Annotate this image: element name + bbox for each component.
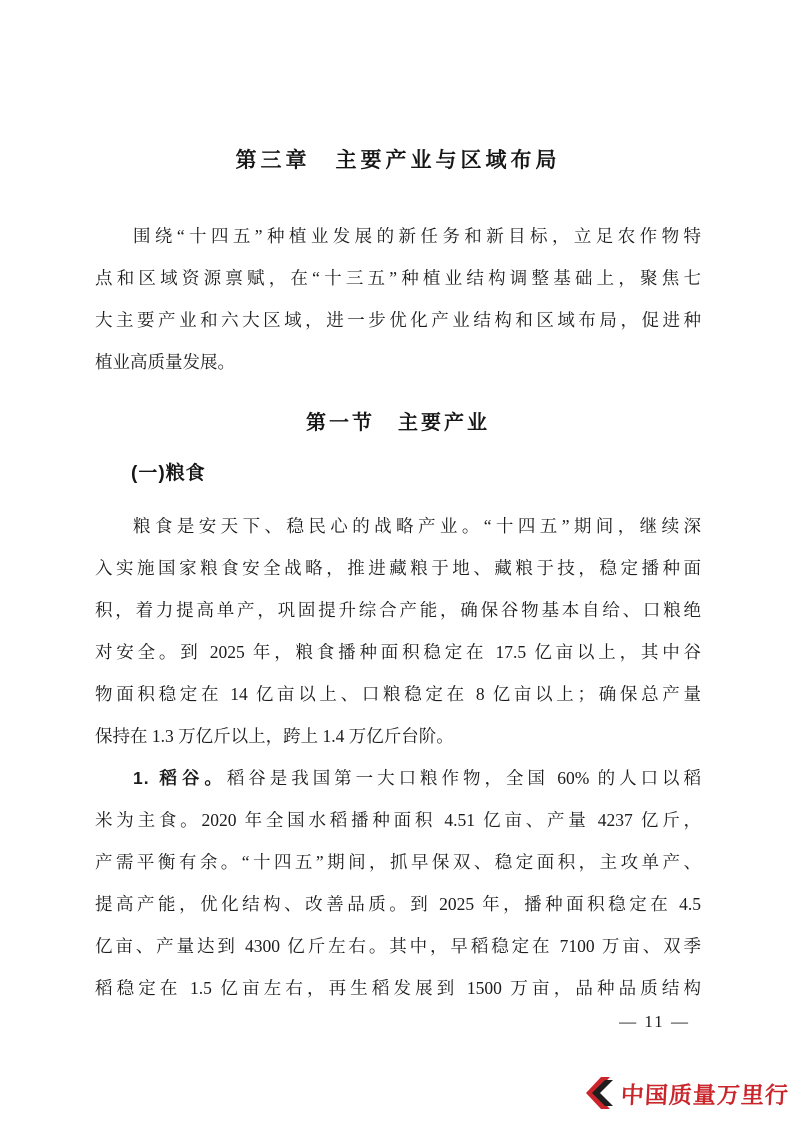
section-title: 第一节 主要产业	[306, 412, 490, 434]
brand-chevron-icon	[583, 1077, 614, 1109]
text-line: 产需平衡有余。“十四五”期间，抓早保双、稳定面积，主攻单产、	[95, 852, 701, 872]
text-line: 1. 稻谷。稻谷是我国第一大口粮作物，全国 60% 的人口以稻	[133, 768, 702, 788]
text-line: 积，着力提高单产，巩固提升综合产能，确保谷物基本自给、口粮绝	[95, 600, 701, 620]
subsection-title: (一)粮食	[131, 463, 206, 484]
footer-logo[interactable]	[583, 1076, 789, 1110]
paragraph	[95, 505, 701, 757]
text-line: 亿亩、产量达到 4300 亿斤左右。其中，早稻稳定在 7100 万亩、双季	[95, 936, 701, 956]
text-line: 提高产能，优化结构、改善品质。到 2025 年，播种面积稳定在 4.5	[95, 894, 701, 914]
brand-text: 中国质量万里行	[620, 1081, 790, 1108]
text-line: 入实施国家粮食安全战略，推进藏粮于地、藏粮于技，稳定播种面	[95, 558, 701, 578]
text-line: 植业高质量发展。	[95, 352, 235, 372]
text-line: 大主要产业和六大区域，进一步优化产业结构和区域布局，促进种	[95, 310, 701, 330]
text-line: 物面积稳定在 14 亿亩以上、口粮稳定在 8 亿亩以上；确保总产量	[95, 684, 701, 704]
text-line: 稻稳定在 1.5 亿亩左右，再生稻发展到 1500 万亩，品种品质结构	[95, 978, 701, 998]
page-number: — 11 —	[619, 1012, 690, 1031]
text-line: 米为主食。2020 年全国水稻播种面积 4.51 亿亩、产量 4237 亿斤，	[95, 810, 701, 830]
paragraph	[95, 215, 701, 383]
text-line: 对安全。到 2025 年，粮食播种面积稳定在 17.5 亿亩以上，其中谷	[95, 642, 701, 662]
text-line: 点和区域资源禀赋，在“十三五”种植业结构调整基础上，聚焦七	[95, 268, 701, 288]
text-line: 围绕“十四五”种植业发展的新任务和新目标，立足农作物特	[133, 226, 701, 246]
text-line: 保持在 1.3 万亿斤以上，跨上 1.4 万亿斤台阶。	[95, 726, 454, 746]
text-line: 粮食是安天下、稳民心的战略产业。“十四五”期间，继续深	[133, 516, 701, 536]
paragraph	[95, 757, 701, 1009]
chapter-title: 第三章 主要产业与区域布局	[235, 149, 561, 172]
